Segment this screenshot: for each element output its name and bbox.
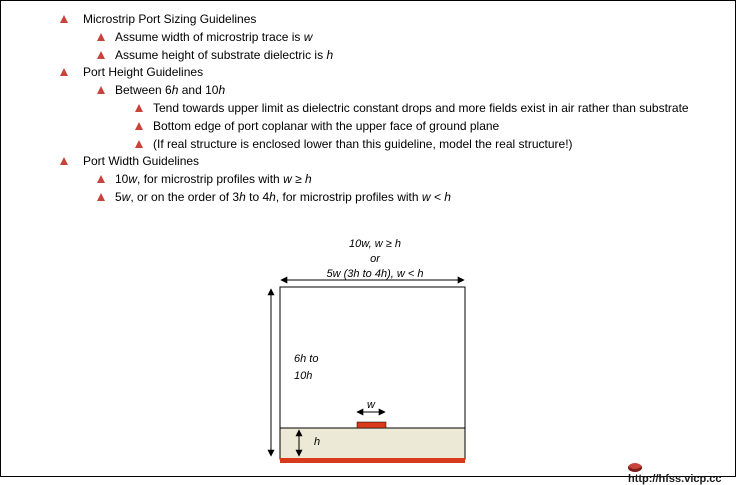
outline-subitem-width-wide: 10w, for microstrip profiles with w ≥ h (58, 171, 689, 189)
width-label-line3: 5w (3h to 4h), w < h (326, 268, 424, 280)
outline-heading: Microstrip Port Sizing Guidelines (83, 12, 257, 26)
width-label-line1: 10w, w ≥ h (349, 238, 401, 250)
outline-subitem-width-narrow: 5w, or on the order of 3h to 4h, for microstrip profiles with w < h (58, 189, 689, 207)
height-label-line1: 6h to (294, 353, 319, 365)
outline-subitem-substrate-height: Assume height of substrate dielectric is h (58, 47, 689, 65)
width-label-line2: or (370, 253, 380, 265)
outline-subitem-trace-width: Assume width of microstrip trace is w (58, 29, 689, 47)
outline-heading: Port Height Guidelines (83, 65, 204, 80)
outline-detail-upper-limit: Tend towards upper limit as dielectric constant drops and more fields exist in air rather than substrate (58, 100, 689, 118)
outline-detail-coplanar: Bottom edge of port coplanar with the upper face of ground plane (58, 118, 689, 136)
logo-icon (628, 463, 642, 472)
height-label-line2: 10h (294, 370, 313, 382)
watermark (628, 461, 736, 485)
substrate-height-label: h (314, 436, 321, 448)
substrate-layer (280, 428, 465, 459)
outline-detail-enclosed: (If real structure is enclosed lower than this guideline, model the real structure!) (58, 136, 689, 154)
watermark-text: http://hfss.vicp.cc (628, 473, 722, 485)
ground-plane (280, 458, 465, 463)
outline-subitem-height-range: Between 6h and 10h Tend towards upper limit as dielectric constant drops and more fields exist in air rather than substrate Bottom edge of port coplanar with the upper face of ground plane (If real structure is enclosed lower than this guideline, model the real structure!) (58, 82, 689, 153)
outline-heading: Port Width Guidelines (83, 154, 200, 169)
trace-width-label: w (367, 399, 375, 411)
microstrip-trace (357, 422, 386, 428)
